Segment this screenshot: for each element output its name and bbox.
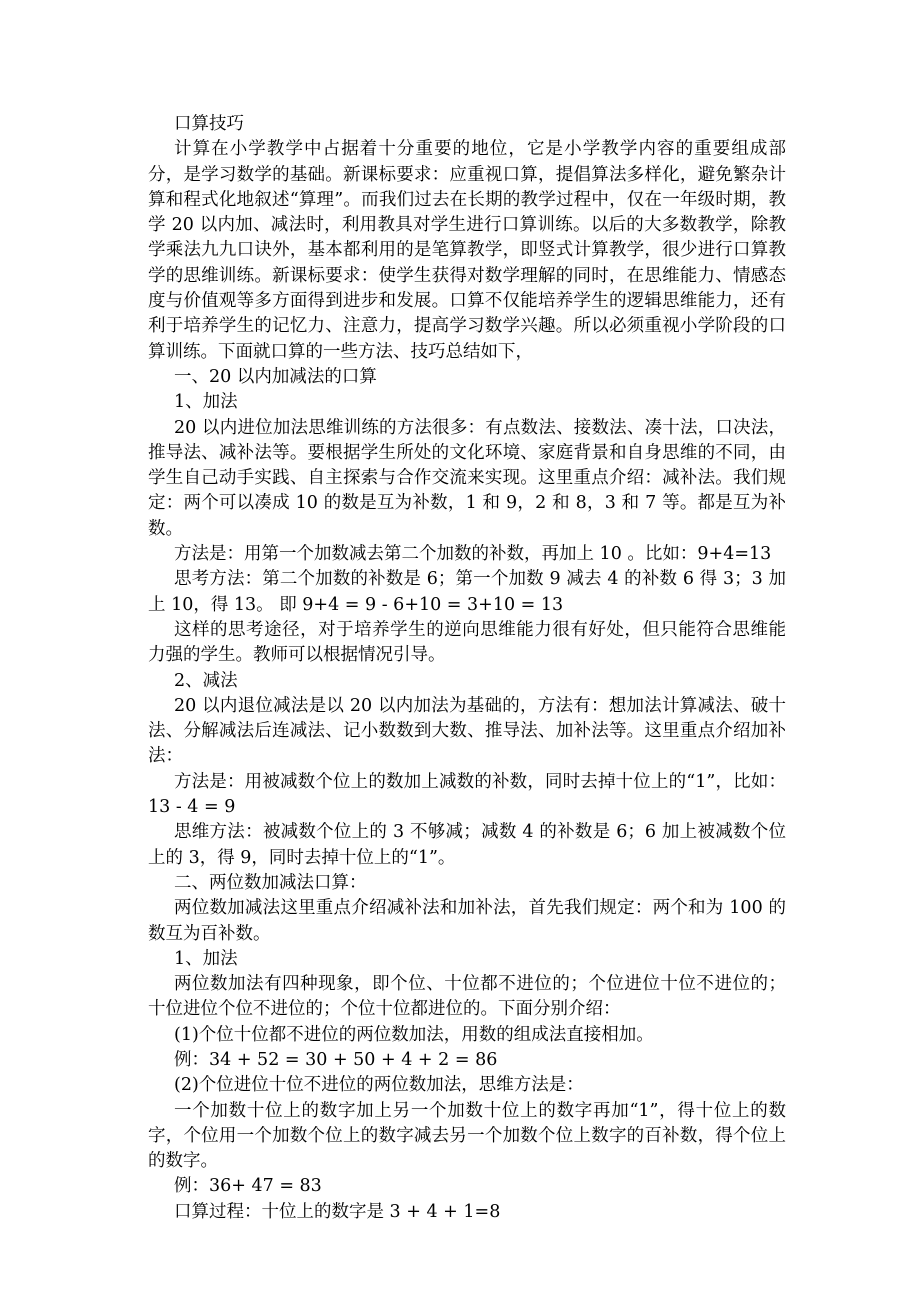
body-paragraph: (1)个位十位都不进位的两位数加法，用数的组成法直接相加。 <box>174 1024 654 1045</box>
body-paragraph: 方法是：用第一个加数减去第二个加数的补数，再加上 10 。比如：9+4=13 <box>174 544 772 565</box>
subsection-heading: 2、减法 <box>174 670 238 691</box>
body-paragraph: 思维方法：被减数个位上的 3 不够减；减数 4 的补数是 6；6 加上被减数个位上的 3，得 9，同时去掉十位上的“1”。 <box>148 822 786 868</box>
body-paragraph: 口算过程：十位上的数字是 3 + 4 + 1=8 <box>174 1201 501 1222</box>
body-paragraph: 20 以内进位加法思维训练的方法很多：有点数法、接数法、凑十法，口决法，推导法、减补法等。要根据学生所处的文化环境、家庭背景和自身思维的不同，由学生自己动手实践、自主探索与合作交流来实现。这里重点介绍：减补法。我们规定：两个可以凑成 10 的数是互为补数，1 和 9，2 和 8，3 和 7 等。都是互为补数。 <box>148 417 786 539</box>
section-heading: 一、20 以内加减法的口算 <box>174 366 377 387</box>
body-paragraph: (2)个位进位十位不进位的两位数加法，思维方法是： <box>174 1075 584 1096</box>
document-title: 口算技巧 <box>174 114 244 134</box>
document-body <box>148 112 786 1225</box>
subsection-heading: 1、加法 <box>174 948 238 969</box>
section-heading: 二、两位数加减法口算： <box>174 872 367 893</box>
body-paragraph: 两位数加法有四种现象，即个位、十位都不进位的；个位进位十位不进位的；十位进位个位不进位的；个位十位都进位的。下面分别介绍： <box>148 974 786 1020</box>
body-paragraph: 这样的思考途径，对于培养学生的逆向思维能力很有好处，但只能符合思维能力强的学生。教师可以根据情况引导。 <box>148 619 786 666</box>
body-paragraph: 一个加数十位上的数字加上另一个加数十位上的数字再加“1”，得十位上的数字，个位用一个加数个位上的数字减去另一个加数个位上数字的百补数，得个位上的数字。 <box>148 1100 786 1172</box>
body-paragraph: 方法是：用被减数个位上的数加上减数的补数，同时去掉十位上的“1”，比如：13 - 4 = 9 <box>148 771 786 818</box>
body-paragraph: 思考方法：第二个加数的补数是 6；第一个加数 9 减去 4 的补数 6 得 3；3 加上 10，得 13。 即 9+4 = 9 - 6+10 = 3+10 = 13 <box>148 569 786 615</box>
body-paragraph: 两位数加减法这里重点介绍减补法和加补法，首先我们规定：两个和为 100 的数互为百补数。 <box>148 898 786 944</box>
body-paragraph: 20 以内退位减法是以 20 以内加法为基础的，方法有：想加法计算减法、破十法、分解减法后连减法、记小数数到大数、推导法、加补法等。这里重点介绍加补法： <box>148 695 786 767</box>
example-line: 例：36+ 47 = 83 <box>174 1176 322 1197</box>
subsection-heading: 1、加法 <box>174 392 238 413</box>
example-line: 例：34 + 52 = 30 + 50 + 4 + 2 = 86 <box>174 1049 498 1070</box>
intro-paragraph: 计算在小学教学中占据着十分重要的地位，它是小学教学内容的重要组成部分，是学习数学的基础。新课标要求：应重视口算，提倡算法多样化，避免繁杂计算和程式化地叙述“算理”。而我们过去在长期的教学过程中，仅在一年级时期，教学 20 以内加、减法时，利用教具对学生进行口算训练。以后的大多数教学，除教学乘法九九口诀外，基本都利用的是笔算教学，即竖式计算教学，很少进行口算教学的思维训练。新课标要求：使学生获得对数学理解的同时，在思维能力、情感态度与价值观等多方面得到进步和发展。口算不仅能培养学生的逻辑思维能力，还有利于培养学生的记忆力、注意力，提高学习数学兴趣。所以必须重视小学阶段的口算训练。下面就口算的一些方法、技巧总结如下， <box>148 139 786 362</box>
